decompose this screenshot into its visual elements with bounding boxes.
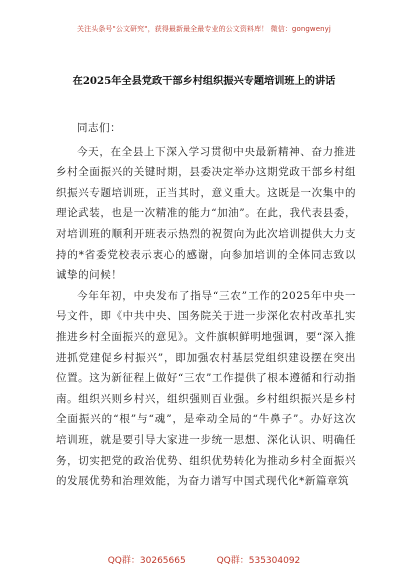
paragraph-2: 今年年初，中央发布了指导“三农”工作的2025年中央一号文件，即《中共中央、国务院关于进一步深化农村改革扎实推进乡村全面振兴的意见》。文件旗帜鲜明地强调，要“深入推进抓党建促乡村振兴”，即加强农村基层党组织建设摆在突出位置。这为新征程上做好“三农”工作提供了根本遵循和行动指南。组织兴则乡村兴，组织强则百业强。乡村组织振兴是乡村全面振兴的“根”与“魂”，是牵动全局的“牛鼻子”。办好这次培训班，就是要引导大家进一步统一思想、深化认识、明确任务，切实把党的政治优势、组织优势转化为推动乡村全面振兴的发展优势和治理效能，为奋力谱写中国式现代化*新篇章筑: [56, 289, 356, 488]
salutation: 同志们：: [77, 122, 122, 134]
qq-group-1: QQ群：30265665: [107, 556, 186, 566]
document-body: [56, 118, 356, 492]
document-title: 在2025年全县党政干部乡村组织振兴专题培训班上的讲话: [72, 75, 336, 87]
paragraph-1: 今天，在全县上下深入学习贯彻中央最新精神、奋力推进乡村全面振兴的关键时期，县委决定举办这期党政干部乡村组织振兴专题培训班，正当其时，意义重大。这既是一次集中的理论武装，也是一次精准的能力“加油”。在此，我代表县委，对培训班的顺利开班表示热烈的祝贺向为此次培训提供大力支持的*省委党校表示衷心的感谢，向参加培训的全体同志致以诚挚的问候！: [56, 145, 356, 282]
qq-group-2: QQ群：535304092: [216, 556, 301, 566]
header-banner: 关注头条号"公文研究"，获得最新最全最专业的公文资料库！ 微信：gongwenyj: [77, 25, 331, 33]
footer-contact: [0, 553, 408, 566]
